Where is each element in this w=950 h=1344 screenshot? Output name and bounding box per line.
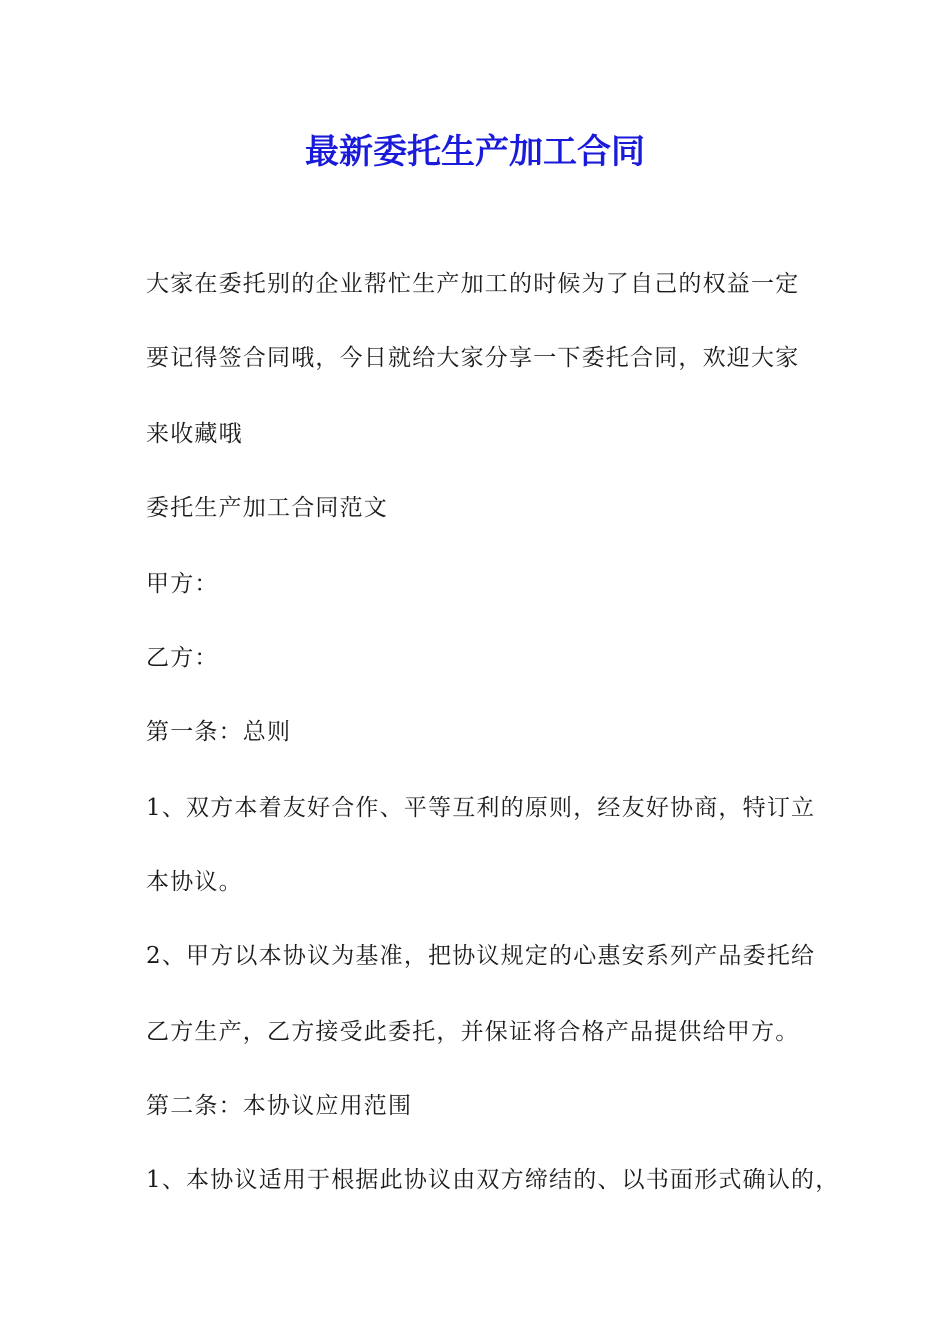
article-1-clause-1-line-1: 1、双方本着友好合作、平等互利的原则，经友好协商，特订立 bbox=[146, 795, 816, 821]
section-heading-sample: 委托生产加工合同范文 bbox=[146, 495, 388, 521]
article-2-clause-1-line-1: 1、本协议适用于根据此协议由双方缔结的、以书面形式确认的， bbox=[146, 1167, 840, 1193]
article-1-clause-1-line-2: 本协议。 bbox=[146, 869, 243, 895]
article-2-heading: 第二条：本协议应用范围 bbox=[146, 1093, 413, 1119]
body-line-intro-2: 要记得签合同哦，今日就给大家分享一下委托合同，欢迎大家 bbox=[146, 345, 800, 371]
party-b-label: 乙方： bbox=[146, 645, 219, 671]
article-1-clause-2-line-1: 2、甲方以本协议为基准，把协议规定的心惠安系列产品委托给 bbox=[146, 943, 816, 969]
article-1-clause-2-line-2: 乙方生产，乙方接受此委托，并保证将合格产品提供给甲方。 bbox=[146, 1019, 800, 1045]
document-title: 最新委托生产加工合同 bbox=[305, 132, 645, 172]
body-line-intro-1: 大家在委托别的企业帮忙生产加工的时候为了自己的权益一定 bbox=[146, 271, 800, 297]
party-a-label: 甲方： bbox=[146, 571, 219, 597]
article-1-heading: 第一条：总则 bbox=[146, 719, 292, 745]
body-line-intro-3: 来收藏哦 bbox=[146, 421, 243, 447]
